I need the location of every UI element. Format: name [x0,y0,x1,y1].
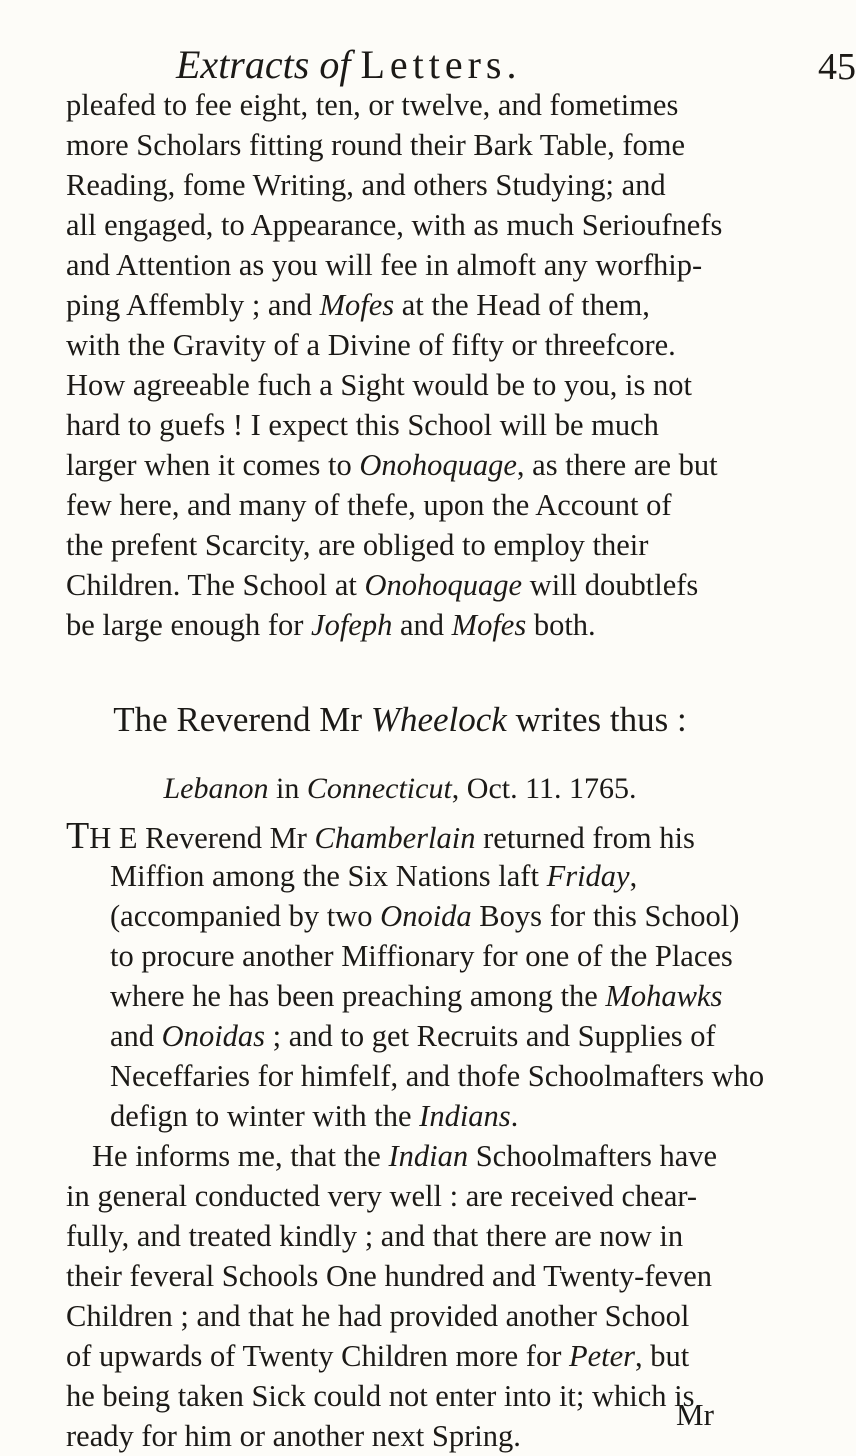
para1-text: with the Gravity of a Divine of fifty or threefcore. [66,328,676,362]
para1-line [66,365,746,405]
para1-line [66,125,746,165]
letter-line [66,856,746,896]
letter-line [66,896,746,936]
letter-text: of upwards of Twenty Children more for [66,1339,569,1373]
letter-text: defign to winter with the [110,1099,420,1133]
letter-text: ready for him or another next Spring. [66,1419,521,1453]
letter-line [66,1336,746,1376]
letter-dateline [0,769,800,809]
letter-line [66,1216,746,1256]
para1-line [66,485,746,525]
subheading-post: writes thus : [506,700,687,739]
para1-line [66,405,746,445]
letter-text: . [510,1099,519,1133]
letter-italic: Mohawks [605,979,723,1013]
letter-text: Boys for this School) [471,899,740,933]
subheading-pre: The Reverend Mr [113,700,371,739]
para1-text: ping Affembly ; and [66,288,320,322]
para1-text: hard to guefs ! I expect this School will be much [66,408,659,442]
letter-text: He informs me, that the [92,1139,389,1173]
letter-text: to procure another Miffionary for one of the Places [110,939,733,973]
dateline-place: Lebanon [163,772,269,805]
paragraph-1 [66,85,746,645]
letter-line [66,1096,746,1136]
para1-text: the prefent Scarcity, are obliged to employ their [66,528,649,562]
para1-line [66,245,746,285]
para1-text: will doubtlefs [522,568,699,602]
letter-text: (accompanied by two [110,899,381,933]
para1-text: Reading, fome Writing, and others Studying; and [66,168,666,202]
letter-text: Neceffaries for himfelf, and thofe Schoolmafters who [110,1059,765,1093]
letter-text: in general conducted very well : are received chear- [66,1179,698,1213]
para1-italic: Mofes [319,288,395,322]
para1-text: both. [526,608,596,642]
letter-text: fully, and treated kindly ; and that there are now in [66,1219,684,1253]
para1-line [66,205,746,245]
letter-text: he being taken Sick could not enter into it; which is [66,1379,695,1413]
para1-line [66,285,746,325]
letter-line [66,1296,746,1336]
para1-line [66,565,746,605]
letter-text: , [629,859,638,893]
header-title-of: of [319,42,351,87]
letter-text: where he has been preaching among the [110,979,606,1013]
letter-line [66,1176,746,1216]
subheading [0,698,800,742]
letter-italic: Indian [388,1139,469,1173]
letter-line [66,1016,746,1056]
para1-text: few here, and many of thefe, upon the Account of [66,488,672,522]
letter-line [66,1256,746,1296]
para1-line [66,325,746,365]
letter-text: Miffion among the Six Nations laft [110,859,547,893]
para1-text: , as there are but [516,448,718,482]
letter-line [66,816,746,856]
subheading-name: Wheelock [370,700,507,739]
catchword: Mr [676,1397,714,1432]
para1-italic: Jofeph [311,608,393,642]
letter-line [66,1136,746,1176]
dateline-region: Connecticut [306,772,452,805]
letter-line [66,1376,746,1416]
letter-italic: Onoidas [161,1019,266,1053]
letter-italic: Indians [419,1099,511,1133]
para1-text: larger when it comes to [66,448,360,482]
para1-italic: Onohoquage [364,568,523,602]
para1-line [66,605,746,645]
para1-line [66,165,746,205]
para1-text: and Attention as you will fee in almoft any worfhip- [66,248,703,282]
letter-text: returned from his [475,821,695,855]
para1-text: How agreeable fuch a Sight would be to you, is not [66,368,692,402]
para1-text: be large enough for [66,608,312,642]
letter-text: H E Reverend Mr [89,821,315,855]
letter-italic: Peter [568,1339,636,1373]
letter-italic: Friday [546,859,630,893]
para1-text: at the Head of them, [394,288,650,322]
para1-text: more Scholars fitting round their Bark Table, fome [66,128,686,162]
header-title-caps: Letters. [360,42,522,87]
letter-text: their feveral Schools One hundred and Twenty-feven [66,1259,713,1293]
letter-line [66,1416,746,1456]
para1-italic: Onohoquage [359,448,517,482]
letter-text: and [110,1019,162,1053]
dateline-in: in [268,772,307,805]
para1-text: and [392,608,452,642]
letter-line [66,936,746,976]
letter-italic: Chamberlain [314,821,476,855]
drop-cap: T [66,815,90,857]
letter-text: Schoolmafters have [468,1139,718,1173]
page-number: 45 [818,46,856,88]
para1-text: Children. The School at [66,568,365,602]
para1-italic: Mofes [451,608,527,642]
para1-line [66,445,746,485]
para1-line [66,85,746,125]
letter-italic: Onoida [380,899,472,933]
letter-text: ; and to get Recruits and Supplies of [265,1019,716,1053]
para1-text: all engaged, to Appearance, with as much Serioufnefs [66,208,723,242]
running-header [176,40,856,90]
letter-line [66,1056,765,1096]
header-title-italic: Extracts [176,42,310,87]
letter-line [66,976,746,1016]
letter-body [66,815,765,1456]
letter-text: Children ; and that he had provided another School [66,1299,690,1333]
letter-text: , but [635,1339,690,1373]
para1-line [66,525,746,565]
para1-text: pleafed to fee eight, ten, or twelve, and fometimes [66,88,679,122]
dateline-date: , Oct. 11. 1765. [451,772,637,805]
